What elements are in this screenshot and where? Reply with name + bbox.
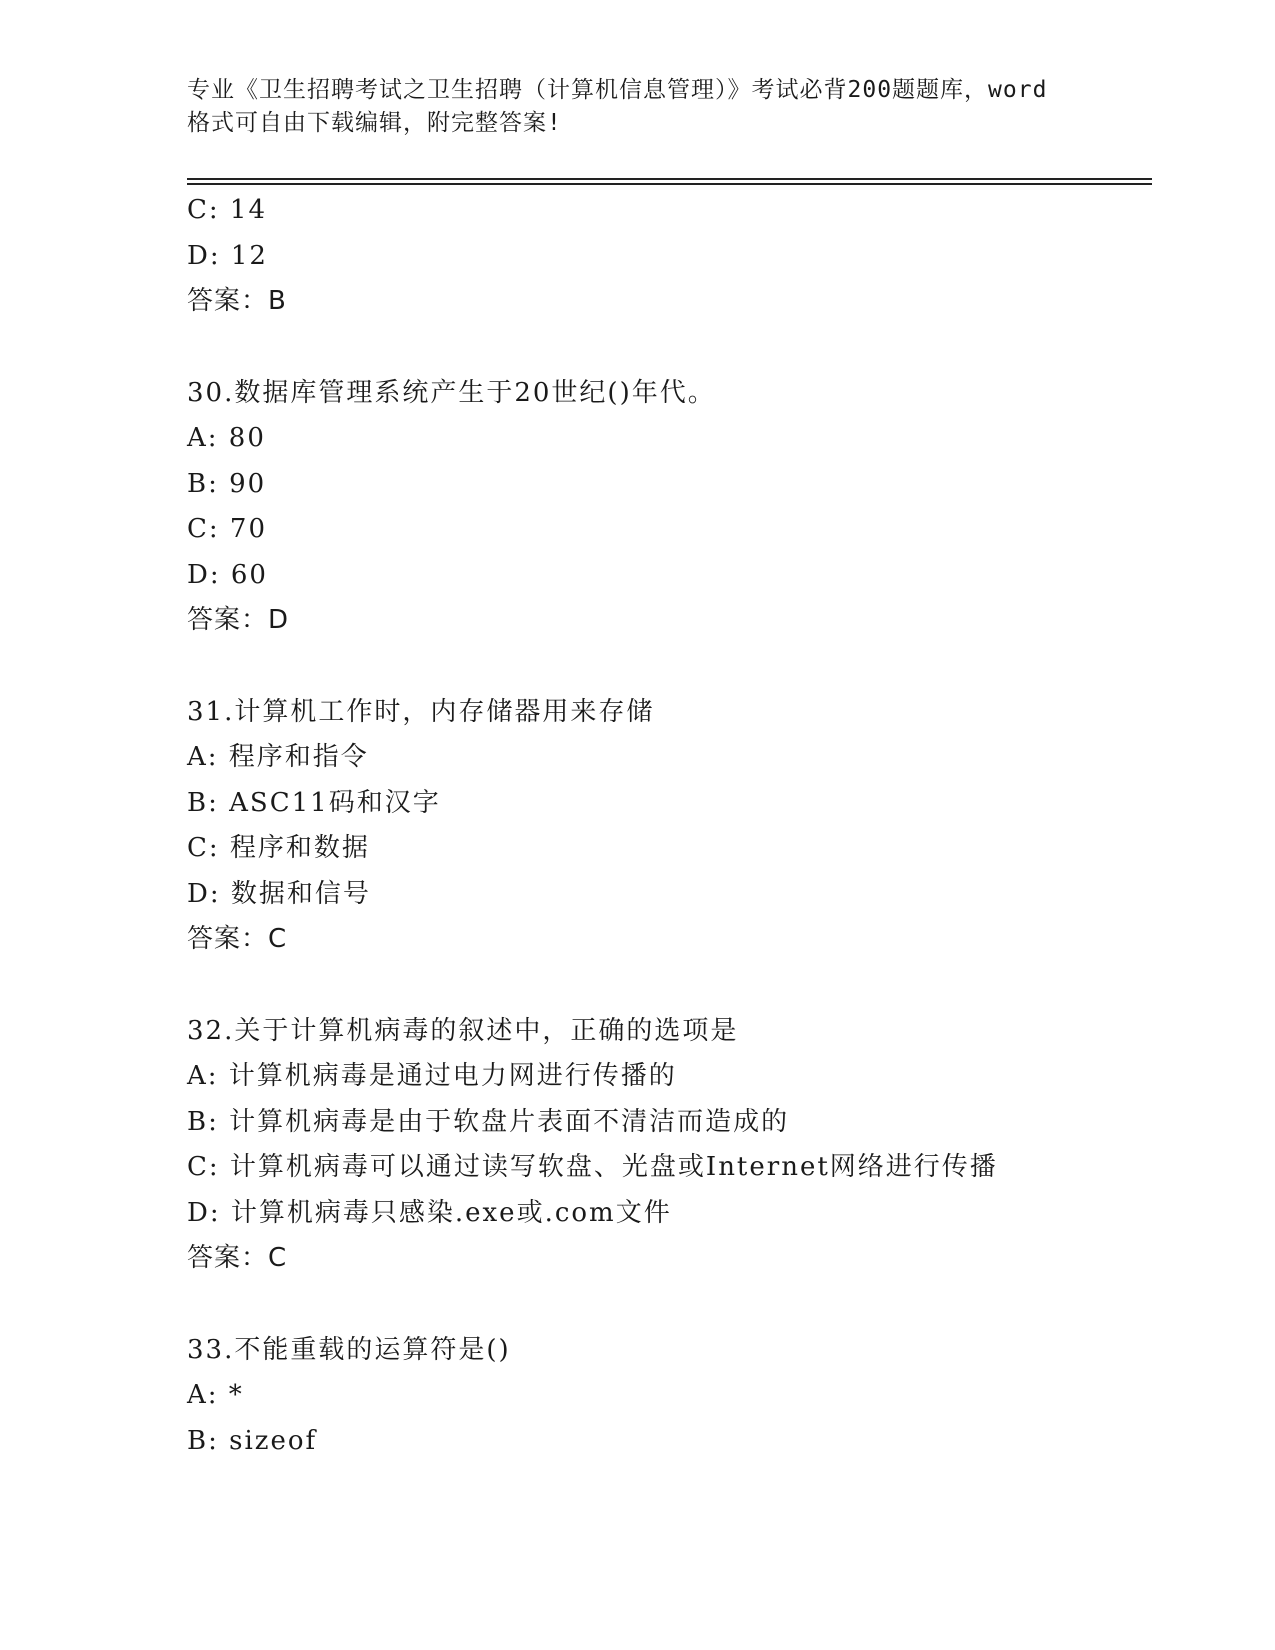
question-block-32 xyxy=(187,1009,1127,1282)
answer-line: 答案：C xyxy=(187,1243,288,1273)
option-b: B: sizeof xyxy=(187,1425,318,1456)
option-c: C: 70 xyxy=(187,514,268,544)
question-block-30 xyxy=(187,371,1127,644)
header-divider-top xyxy=(187,178,1152,180)
option-d: D: 12 xyxy=(187,240,268,271)
option-b: B: ASC11码和汉字 xyxy=(187,787,441,818)
option-b: B: 90 xyxy=(187,468,267,499)
title-line-2: 格式可自由下载编辑，附完整答案! xyxy=(187,110,562,136)
question-stem: 30.数据库管理系统产生于20世纪()年代。 xyxy=(187,377,716,408)
spacer xyxy=(187,644,1127,690)
question-stem: 31.计算机工作时，内存储器用来存储 xyxy=(187,696,655,727)
header-divider-bottom xyxy=(187,183,1152,185)
option-b: B: 计算机病毒是由于软盘片表面不清洁而造成的 xyxy=(187,1106,790,1137)
option-c: C: 14 xyxy=(187,195,268,225)
option-c: C: 计算机病毒可以通过读写软盘、光盘或Internet网络进行传播 xyxy=(187,1152,998,1182)
option-a: A: 程序和指令 xyxy=(187,742,369,772)
option-a: A: 80 xyxy=(187,423,266,453)
question-list xyxy=(187,188,1127,1464)
spacer xyxy=(187,963,1127,1009)
question-block-29-tail xyxy=(187,188,1127,325)
spacer xyxy=(187,325,1127,371)
answer-line: 答案：B xyxy=(187,286,287,316)
option-d: D: 60 xyxy=(187,559,268,590)
option-d: D: 计算机病毒只感染.exe或.com文件 xyxy=(187,1197,672,1228)
question-block-31 xyxy=(187,690,1127,963)
answer-line: 答案：D xyxy=(187,605,290,635)
question-stem: 32.关于计算机病毒的叙述中，正确的选项是 xyxy=(187,1015,739,1046)
option-d: D: 数据和信号 xyxy=(187,878,371,909)
spacer xyxy=(187,1282,1127,1328)
answer-line: 答案：C xyxy=(187,924,288,954)
option-a: A: 计算机病毒是通过电力网进行传播的 xyxy=(187,1061,677,1091)
title-line-1: 专业《卫生招聘考试之卫生招聘（计算机信息管理）》考试必背200题题库，word xyxy=(187,77,1048,103)
option-c: C: 程序和数据 xyxy=(187,833,370,863)
question-block-33 xyxy=(187,1328,1127,1465)
option-a: A: * xyxy=(187,1380,244,1410)
document-title xyxy=(187,74,1107,140)
question-stem: 33.不能重载的运算符是() xyxy=(187,1334,511,1365)
